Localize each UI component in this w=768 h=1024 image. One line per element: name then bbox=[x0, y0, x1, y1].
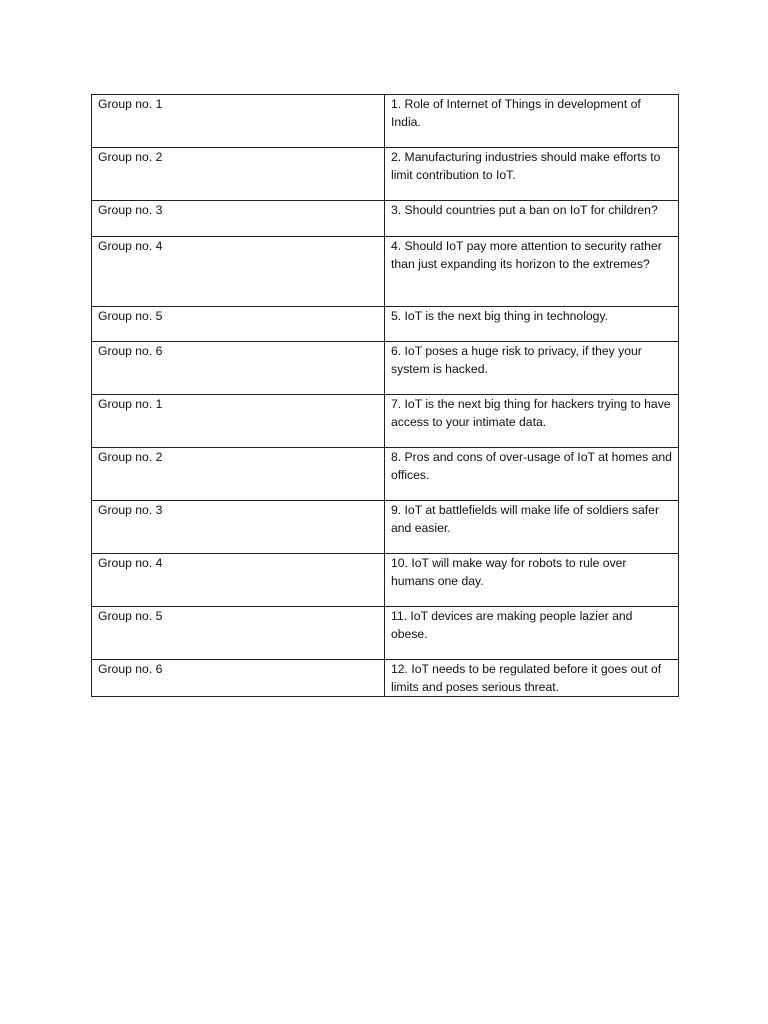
group-cell: Group no. 6 bbox=[92, 342, 385, 395]
topic-cell: 12. IoT needs to be regulated before it goes out of limits and poses serious threat. bbox=[385, 660, 679, 697]
table-row bbox=[92, 201, 679, 237]
table-row bbox=[92, 237, 679, 307]
group-cell: Group no. 2 bbox=[92, 448, 385, 501]
group-cell: Group no. 2 bbox=[92, 148, 385, 201]
table-row bbox=[92, 307, 679, 342]
group-cell: Group no. 4 bbox=[92, 554, 385, 607]
topic-cell: 8. Pros and cons of over-usage of IoT at homes and offices. bbox=[385, 448, 679, 501]
group-cell: Group no. 3 bbox=[92, 201, 385, 237]
table-row bbox=[92, 554, 679, 607]
topic-cell: 7. IoT is the next big thing for hackers trying to have access to your intimate data. bbox=[385, 395, 679, 448]
group-cell: Group no. 3 bbox=[92, 501, 385, 554]
group-topic-table bbox=[91, 94, 679, 697]
group-cell: Group no. 1 bbox=[92, 95, 385, 148]
group-cell: Group no. 1 bbox=[92, 395, 385, 448]
topic-cell: 1. Role of Internet of Things in development of India. bbox=[385, 95, 679, 148]
table-row bbox=[92, 607, 679, 660]
table-row bbox=[92, 395, 679, 448]
table-row bbox=[92, 448, 679, 501]
topic-cell: 5. IoT is the next big thing in technology. bbox=[385, 307, 679, 342]
table-row bbox=[92, 148, 679, 201]
table-row bbox=[92, 660, 679, 697]
group-cell: Group no. 5 bbox=[92, 607, 385, 660]
group-cell: Group no. 5 bbox=[92, 307, 385, 342]
group-cell: Group no. 6 bbox=[92, 660, 385, 697]
topic-cell: 10. IoT will make way for robots to rule over humans one day. bbox=[385, 554, 679, 607]
group-cell: Group no. 4 bbox=[92, 237, 385, 307]
topic-cell: 2. Manufacturing industries should make efforts to limit contribution to IoT. bbox=[385, 148, 679, 201]
table-row bbox=[92, 501, 679, 554]
table-row bbox=[92, 342, 679, 395]
topic-cell: 3. Should countries put a ban on IoT for children? bbox=[385, 201, 679, 237]
topic-cell: 6. IoT poses a huge risk to privacy, if they your system is hacked. bbox=[385, 342, 679, 395]
topic-cell: 9. IoT at battlefields will make life of soldiers safer and easier. bbox=[385, 501, 679, 554]
topic-cell: 11. IoT devices are making people lazier and obese. bbox=[385, 607, 679, 660]
table-row bbox=[92, 95, 679, 148]
topic-cell: 4. Should IoT pay more attention to security rather than just expanding its horizon to the extremes? bbox=[385, 237, 679, 307]
